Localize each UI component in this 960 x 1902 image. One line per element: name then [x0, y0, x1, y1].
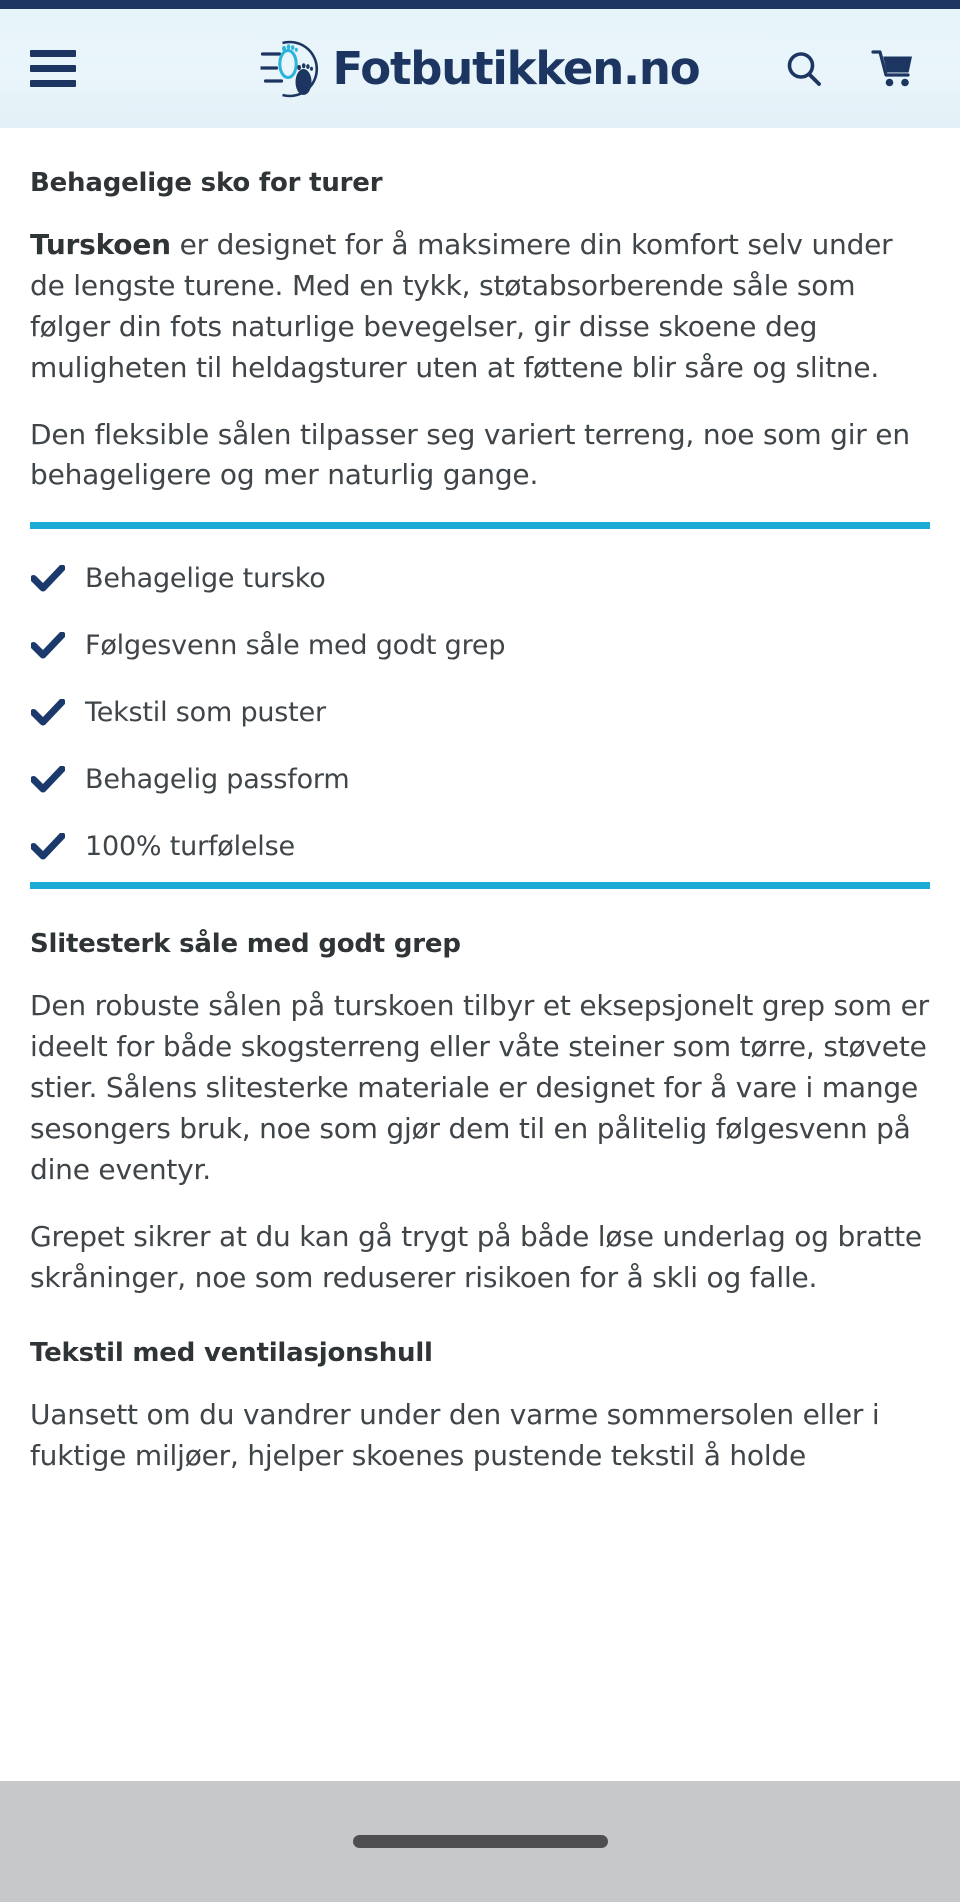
paragraph-lead-bold: Turskoen [30, 228, 171, 261]
hamburger-bar-2 [30, 65, 76, 72]
check-icon [30, 765, 66, 795]
check-icon [30, 631, 66, 661]
list-item [30, 764, 930, 795]
section-heading-comfort: Behagelige sko for turer [30, 168, 383, 198]
check-icon [30, 698, 66, 728]
home-indicator-bar[interactable] [353, 1835, 608, 1848]
site-header [0, 9, 960, 128]
section-heading-textile: Tekstil med ventilasjonshull [30, 1338, 433, 1369]
feature-label: Behagelige tursko [85, 563, 326, 595]
check-icon [30, 564, 66, 594]
system-home-bar [0, 1781, 960, 1902]
feature-label: Tekstil som puster [85, 697, 326, 729]
header-actions [780, 45, 960, 93]
feature-label: 100% turfølelse [85, 831, 295, 863]
logo-text: Fotbutikken.no [332, 42, 700, 95]
paragraph-comfort-1 [30, 225, 930, 389]
check-icon [30, 832, 66, 862]
hamburger-bar-3 [30, 80, 76, 87]
product-description-content [0, 128, 960, 1781]
feature-label: Følgesvenn såle med godt grep [85, 630, 506, 662]
list-item [30, 697, 930, 728]
list-item [30, 563, 930, 594]
section-heading-sole: Slitesterk såle med godt grep [30, 929, 461, 960]
list-item [30, 630, 930, 661]
footprints-logo-icon [261, 36, 323, 102]
list-item [30, 831, 930, 862]
search-icon[interactable] [780, 45, 828, 93]
hamburger-bar-1 [30, 50, 76, 57]
shopping-cart-icon[interactable] [870, 45, 918, 93]
status-bar [0, 0, 960, 9]
paragraph-lead-rest: er designet for å maksimere din komfort selv under de lengste turene. Med en tykk, støtabsorberende såle som følger din fots naturlige bevegelser, gir disse skoene deg muligheten til heldagsturer uten at føttene blir såre og slitne. [30, 228, 893, 384]
paragraph-comfort-2: Den fleksible sålen tilpasser seg variert terreng, noe som gir en behageligere og mer naturlig gange. [30, 417, 910, 492]
hamburger-menu-icon[interactable] [30, 49, 76, 89]
site-logo[interactable] [261, 36, 700, 102]
divider-bottom [30, 882, 930, 889]
paragraph-sole-1: Den robuste sålen på turskoen tilbyr et eksepsjonelt grep som er ideelt for både skogsterreng eller våte steiner som tørre, støvete stier. Sålens slitesterke materiale er designet for å vare i mange sesongers bruk, noe som gjør dem til en pålitelig følgesvenn på dine eventyr. [30, 989, 929, 1186]
feature-label: Behagelig passform [85, 764, 350, 796]
divider-top [30, 522, 930, 529]
feature-list [30, 529, 930, 882]
paragraph-sole-2: Grepet sikrer at du kan gå trygt på både løse underlag og bratte skråninger, noe som reduserer risikoen for å skli og falle. [30, 1219, 922, 1294]
paragraph-textile-1: Uansett om du vandrer under den varme sommersolen eller i fuktige miljøer, hjelper skoenes pustende tekstil å holde [30, 1398, 880, 1473]
